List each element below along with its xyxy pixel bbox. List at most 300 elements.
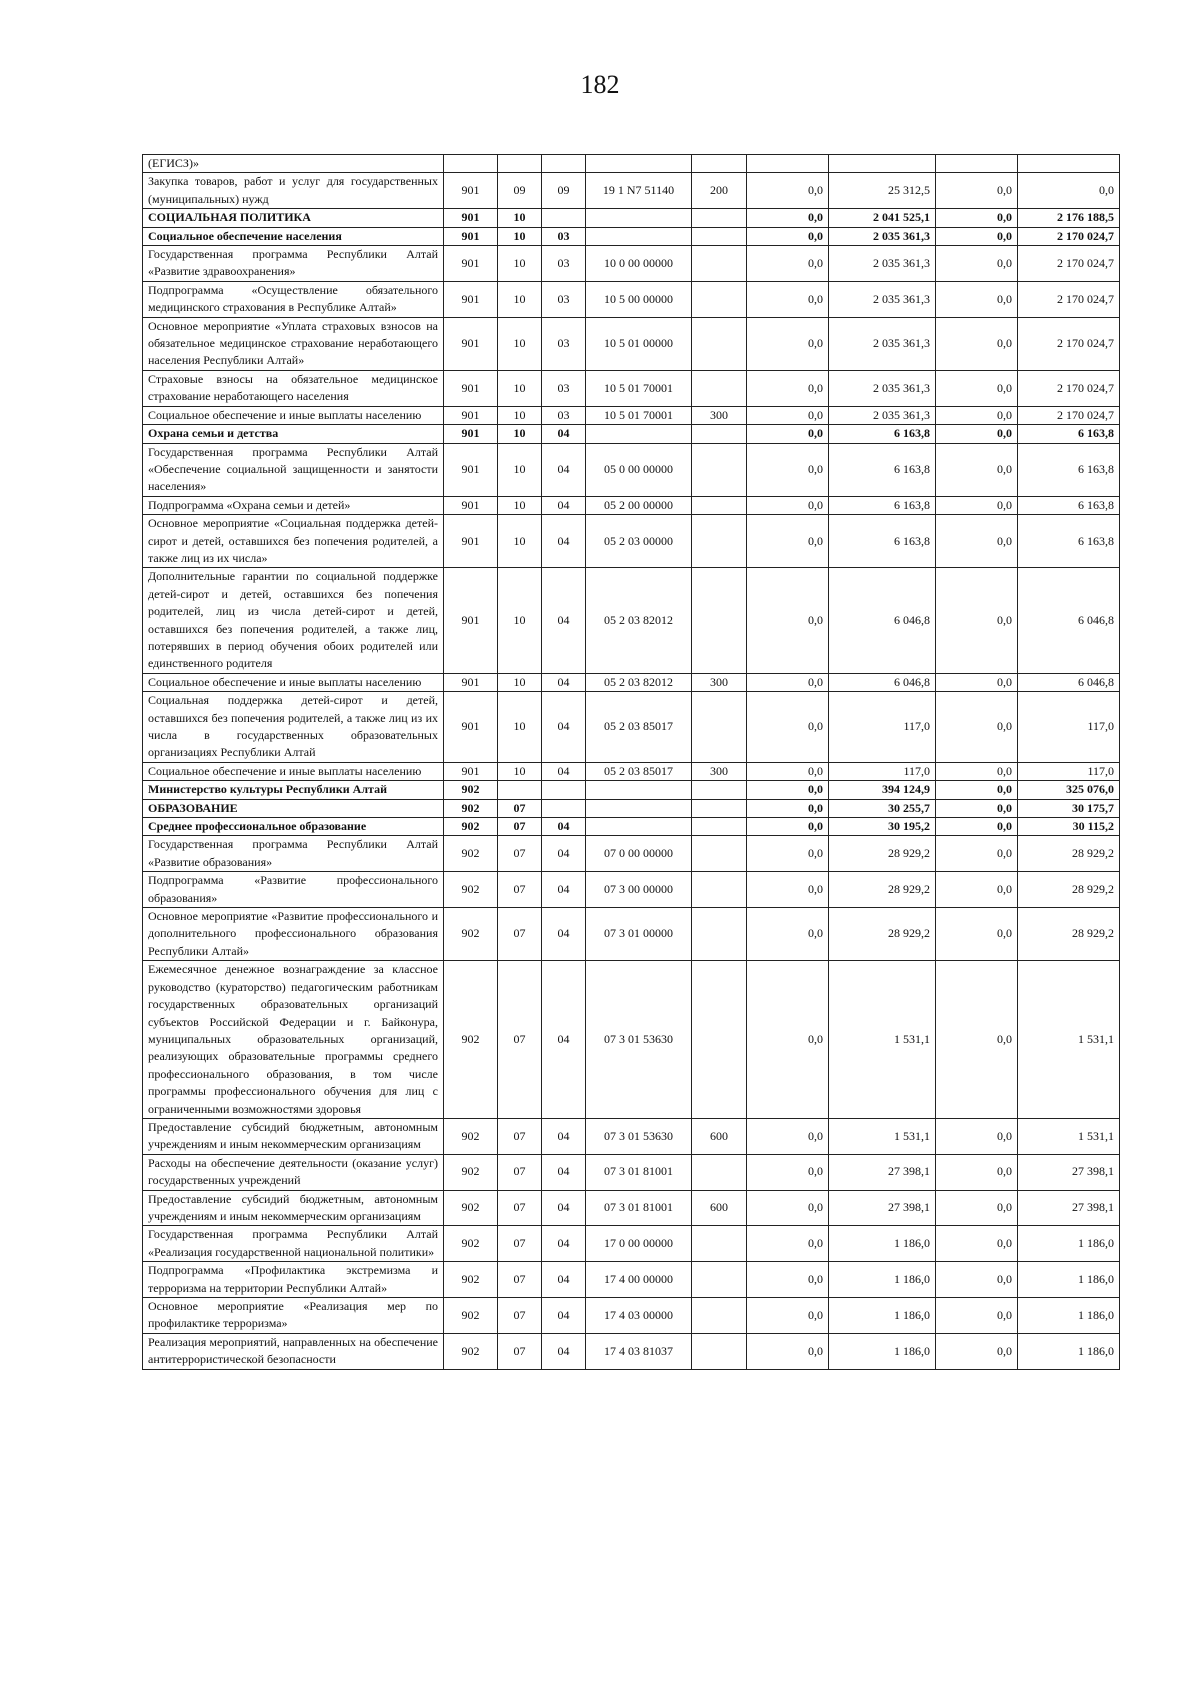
row-name: СОЦИАЛЬНАЯ ПОЛИТИКА [143, 209, 444, 227]
amount-col-4: 6 163,8 [1018, 515, 1120, 568]
amount-col-1: 0,0 [747, 425, 829, 443]
amount-col-1: 0,0 [747, 496, 829, 514]
table-row [143, 762, 1120, 780]
admin-code: 902 [444, 1226, 498, 1262]
amount-col-3: 0,0 [936, 1190, 1018, 1226]
subsection-code: 04 [542, 818, 586, 836]
expense-type-code [692, 872, 747, 908]
section-code: 10 [498, 568, 542, 673]
amount-col-2: 2 035 361,3 [829, 370, 936, 406]
expense-type-code [692, 1154, 747, 1190]
row-name: Основное мероприятие «Развитие профессионального и дополнительного профессионального образования Республики Алтай» [143, 908, 444, 961]
row-name: Закупка товаров, работ и услуг для государственных (муниципальных) нужд [143, 173, 444, 209]
section-code: 07 [498, 908, 542, 961]
amount-col-2: 1 531,1 [829, 1118, 936, 1154]
amount-col-3: 0,0 [936, 836, 1018, 872]
target-article-code: 07 3 01 81001 [586, 1154, 692, 1190]
row-name: Социальная поддержка детей-сирот и детей, оставшихся без попечения родителей, а также лиц из их числа в государственных образовательных организациях Республики Алтай [143, 692, 444, 763]
amount-col-4: 27 398,1 [1018, 1190, 1120, 1226]
admin-code: 901 [444, 227, 498, 245]
expense-type-code: 200 [692, 173, 747, 209]
amount-col-2: 30 195,2 [829, 818, 936, 836]
table-row [143, 781, 1120, 799]
admin-code: 902 [444, 1333, 498, 1369]
amount-col-2: 6 163,8 [829, 515, 936, 568]
amount-col-4: 2 170 024,7 [1018, 281, 1120, 317]
amount-col-2: 2 035 361,3 [829, 317, 936, 370]
expense-type-code: 300 [692, 673, 747, 691]
table-row [143, 370, 1120, 406]
subsection-code: 03 [542, 281, 586, 317]
section-code: 07 [498, 1226, 542, 1262]
subsection-code: 04 [542, 1190, 586, 1226]
expense-type-code [692, 281, 747, 317]
target-article-code: 05 2 00 00000 [586, 496, 692, 514]
table-row [143, 515, 1120, 568]
admin-code: 902 [444, 961, 498, 1119]
page-number: 182 [580, 70, 620, 99]
target-article-code [586, 425, 692, 443]
section-code: 07 [498, 961, 542, 1119]
row-name: Социальное обеспечение и иные выплаты населению [143, 762, 444, 780]
table-row [143, 173, 1120, 209]
expense-type-code [692, 568, 747, 673]
target-article-code: 10 5 01 70001 [586, 370, 692, 406]
expense-type-code [692, 443, 747, 496]
table-row [143, 246, 1120, 282]
admin-code: 902 [444, 818, 498, 836]
amount-col-4: 30 175,7 [1018, 799, 1120, 817]
row-name: Основное мероприятие «Уплата страховых взносов на обязательное медицинское страхование неработающего населения Республики Алтай» [143, 317, 444, 370]
amount-col-4: 1 186,0 [1018, 1298, 1120, 1334]
expense-type-code [692, 836, 747, 872]
amount-col-3: 0,0 [936, 781, 1018, 799]
section-code: 10 [498, 370, 542, 406]
amount-col-1: 0,0 [747, 1262, 829, 1298]
section-code: 10 [498, 515, 542, 568]
amount-col-1: 0,0 [747, 1226, 829, 1262]
table-row [143, 209, 1120, 227]
admin-code: 902 [444, 872, 498, 908]
amount-col-1: 0,0 [747, 799, 829, 817]
amount-col-1: 0,0 [747, 317, 829, 370]
amount-col-1: 0,0 [747, 1298, 829, 1334]
admin-code: 901 [444, 496, 498, 514]
subsection-code: 04 [542, 908, 586, 961]
admin-code: 901 [444, 246, 498, 282]
table-row [143, 799, 1120, 817]
expense-type-code: 300 [692, 762, 747, 780]
subsection-code: 04 [542, 443, 586, 496]
table-row [143, 818, 1120, 836]
subsection-code: 04 [542, 762, 586, 780]
row-name: Министерство культуры Республики Алтай [143, 781, 444, 799]
target-article-code: 17 4 03 00000 [586, 1298, 692, 1334]
amount-col-2: 2 035 361,3 [829, 281, 936, 317]
amount-col-4: 6 163,8 [1018, 443, 1120, 496]
admin-code: 901 [444, 173, 498, 209]
budget-table [142, 154, 1120, 1370]
section-code: 07 [498, 818, 542, 836]
amount-col-1: 0,0 [747, 673, 829, 691]
amount-col-2: 2 035 361,3 [829, 406, 936, 424]
row-name: Среднее профессиональное образование [143, 818, 444, 836]
table-row [143, 908, 1120, 961]
amount-col-2: 1 186,0 [829, 1298, 936, 1334]
table-row [143, 425, 1120, 443]
table-row [143, 1333, 1120, 1369]
amount-col-3: 0,0 [936, 961, 1018, 1119]
row-name: Основное мероприятие «Реализация мер по профилактике терроризма» [143, 1298, 444, 1334]
table-row [143, 1190, 1120, 1226]
admin-code: 901 [444, 425, 498, 443]
target-article-code: 10 5 00 00000 [586, 281, 692, 317]
amount-col-4: 30 115,2 [1018, 818, 1120, 836]
section-code: 07 [498, 836, 542, 872]
amount-col-4: 0,0 [1018, 173, 1120, 209]
amount-col-3: 0,0 [936, 1226, 1018, 1262]
amount-col-4: 117,0 [1018, 692, 1120, 763]
amount-col-2: 2 035 361,3 [829, 227, 936, 245]
amount-col-2: 394 124,9 [829, 781, 936, 799]
expense-type-code [692, 692, 747, 763]
target-article-code: 05 2 03 00000 [586, 515, 692, 568]
amount-col-4 [1018, 155, 1120, 173]
table-row [143, 1118, 1120, 1154]
amount-col-3: 0,0 [936, 1154, 1018, 1190]
expense-type-code [692, 515, 747, 568]
amount-col-2: 1 186,0 [829, 1226, 936, 1262]
admin-code: 901 [444, 692, 498, 763]
target-article-code: 17 4 00 00000 [586, 1262, 692, 1298]
table-row [143, 1154, 1120, 1190]
amount-col-3: 0,0 [936, 818, 1018, 836]
table-row [143, 961, 1120, 1119]
amount-col-4: 2 170 024,7 [1018, 246, 1120, 282]
amount-col-4: 28 929,2 [1018, 908, 1120, 961]
row-name: Государственная программа Республики Алтай «Развитие здравоохранения» [143, 246, 444, 282]
table-row [143, 443, 1120, 496]
expense-type-code [692, 227, 747, 245]
expense-type-code [692, 1333, 747, 1369]
table-row [143, 1262, 1120, 1298]
amount-col-2 [829, 155, 936, 173]
expense-type-code: 300 [692, 406, 747, 424]
target-article-code: 10 5 01 70001 [586, 406, 692, 424]
row-name: ОБРАЗОВАНИЕ [143, 799, 444, 817]
amount-col-3: 0,0 [936, 908, 1018, 961]
row-name: (ЕГИСЗ)» [143, 155, 444, 173]
amount-col-2: 2 035 361,3 [829, 246, 936, 282]
amount-col-3: 0,0 [936, 281, 1018, 317]
subsection-code: 04 [542, 673, 586, 691]
expense-type-code: 600 [692, 1190, 747, 1226]
section-code: 07 [498, 1190, 542, 1226]
target-article-code [586, 155, 692, 173]
admin-code: 901 [444, 370, 498, 406]
target-article-code: 07 3 01 00000 [586, 908, 692, 961]
row-name: Подпрограмма «Осуществление обязательного медицинского страхования в Республике Алтай» [143, 281, 444, 317]
row-name: Государственная программа Республики Алтай «Реализация государственной национальной политики» [143, 1226, 444, 1262]
row-name: Дополнительные гарантии по социальной поддержке детей-сирот и детей, оставшихся без попечения родителей, лиц из числа детей-сирот и детей, оставшихся без попечения родителей, а также лиц, потерявших в период обучения обоих родителей или единственного родителя [143, 568, 444, 673]
row-name: Подпрограмма «Развитие профессионального образования» [143, 872, 444, 908]
amount-col-1: 0,0 [747, 1154, 829, 1190]
amount-col-1: 0,0 [747, 818, 829, 836]
section-code: 07 [498, 1262, 542, 1298]
amount-col-1: 0,0 [747, 961, 829, 1119]
expense-type-code [692, 1262, 747, 1298]
target-article-code: 05 0 00 00000 [586, 443, 692, 496]
amount-col-4: 1 186,0 [1018, 1226, 1120, 1262]
amount-col-2: 1 531,1 [829, 961, 936, 1119]
target-article-code: 10 0 00 00000 [586, 246, 692, 282]
amount-col-3: 0,0 [936, 227, 1018, 245]
section-code: 07 [498, 1298, 542, 1334]
section-code: 09 [498, 173, 542, 209]
row-name: Социальное обеспечение и иные выплаты населению [143, 406, 444, 424]
row-name: Страховые взносы на обязательное медицинское страхование неработающего населения [143, 370, 444, 406]
admin-code: 901 [444, 406, 498, 424]
target-article-code: 05 2 03 82012 [586, 673, 692, 691]
amount-col-3: 0,0 [936, 692, 1018, 763]
table-row [143, 281, 1120, 317]
admin-code: 902 [444, 1154, 498, 1190]
target-article-code: 07 3 01 53630 [586, 1118, 692, 1154]
amount-col-2: 27 398,1 [829, 1190, 936, 1226]
subsection-code: 04 [542, 496, 586, 514]
amount-col-4: 6 046,8 [1018, 568, 1120, 673]
amount-col-2: 30 255,7 [829, 799, 936, 817]
section-code: 10 [498, 673, 542, 691]
section-code: 10 [498, 406, 542, 424]
amount-col-3: 0,0 [936, 443, 1018, 496]
section-code: 10 [498, 425, 542, 443]
section-code: 10 [498, 443, 542, 496]
amount-col-1: 0,0 [747, 568, 829, 673]
admin-code: 902 [444, 781, 498, 799]
amount-col-1: 0,0 [747, 1190, 829, 1226]
amount-col-3: 0,0 [936, 496, 1018, 514]
expense-type-code [692, 908, 747, 961]
admin-code: 901 [444, 209, 498, 227]
row-name: Реализация мероприятий, направленных на обеспечение антитеррористической безопасности [143, 1333, 444, 1369]
amount-col-2: 28 929,2 [829, 908, 936, 961]
section-code [498, 781, 542, 799]
table-row [143, 406, 1120, 424]
subsection-code [542, 155, 586, 173]
amount-col-3: 0,0 [936, 209, 1018, 227]
target-article-code: 19 1 N7 51140 [586, 173, 692, 209]
amount-col-3: 0,0 [936, 515, 1018, 568]
admin-code: 902 [444, 836, 498, 872]
amount-col-1: 0,0 [747, 173, 829, 209]
subsection-code: 04 [542, 1118, 586, 1154]
row-name: Подпрограмма «Охрана семьи и детей» [143, 496, 444, 514]
section-code: 10 [498, 317, 542, 370]
subsection-code [542, 781, 586, 799]
amount-col-4: 1 531,1 [1018, 961, 1120, 1119]
amount-col-3 [936, 155, 1018, 173]
subsection-code: 04 [542, 515, 586, 568]
target-article-code: 07 3 00 00000 [586, 872, 692, 908]
table-row [143, 317, 1120, 370]
amount-col-1: 0,0 [747, 692, 829, 763]
expense-type-code [692, 155, 747, 173]
amount-col-4: 6 163,8 [1018, 425, 1120, 443]
amount-col-3: 0,0 [936, 872, 1018, 908]
amount-col-3: 0,0 [936, 246, 1018, 282]
subsection-code [542, 799, 586, 817]
amount-col-3: 0,0 [936, 173, 1018, 209]
amount-col-3: 0,0 [936, 1298, 1018, 1334]
expense-type-code [692, 799, 747, 817]
admin-code: 902 [444, 1262, 498, 1298]
amount-col-2: 1 186,0 [829, 1333, 936, 1369]
expense-type-code [692, 961, 747, 1119]
amount-col-4: 27 398,1 [1018, 1154, 1120, 1190]
section-code: 07 [498, 1333, 542, 1369]
subsection-code: 04 [542, 1226, 586, 1262]
amount-col-4: 2 170 024,7 [1018, 317, 1120, 370]
table-row [143, 227, 1120, 245]
target-article-code: 07 3 01 53630 [586, 961, 692, 1119]
amount-col-4: 2 170 024,7 [1018, 227, 1120, 245]
section-code: 07 [498, 1118, 542, 1154]
table-row [143, 496, 1120, 514]
subsection-code: 04 [542, 836, 586, 872]
amount-col-1: 0,0 [747, 1333, 829, 1369]
amount-col-4: 2 176 188,5 [1018, 209, 1120, 227]
amount-col-3: 0,0 [936, 370, 1018, 406]
amount-col-1: 0,0 [747, 836, 829, 872]
amount-col-1: 0,0 [747, 781, 829, 799]
row-name: Охрана семьи и детства [143, 425, 444, 443]
expense-type-code [692, 1298, 747, 1334]
amount-col-4: 1 531,1 [1018, 1118, 1120, 1154]
amount-col-2: 27 398,1 [829, 1154, 936, 1190]
section-code: 10 [498, 246, 542, 282]
amount-col-2: 2 041 525,1 [829, 209, 936, 227]
expense-type-code [692, 317, 747, 370]
section-code: 10 [498, 692, 542, 763]
target-article-code: 07 3 01 81001 [586, 1190, 692, 1226]
expense-type-code [692, 1226, 747, 1262]
amount-col-1: 0,0 [747, 443, 829, 496]
subsection-code: 03 [542, 370, 586, 406]
table-row [143, 568, 1120, 673]
admin-code: 902 [444, 1190, 498, 1226]
section-code: 10 [498, 496, 542, 514]
row-name: Ежемесячное денежное вознаграждение за классное руководство (кураторство) педагогическим работникам государственных образовательных организаций субъектов Российской Федерации и г. Байконура, муниципальных образовательных организаций, реализующих образовательные программы среднего профессионального образования, в том числе программы профессионального обучения для лиц с ограниченными возможностями здоровья [143, 961, 444, 1119]
amount-col-4: 28 929,2 [1018, 872, 1120, 908]
amount-col-3: 0,0 [936, 317, 1018, 370]
table-row [143, 673, 1120, 691]
target-article-code: 05 2 03 85017 [586, 692, 692, 763]
section-code: 10 [498, 281, 542, 317]
subsection-code: 04 [542, 1298, 586, 1334]
amount-col-4: 117,0 [1018, 762, 1120, 780]
target-article-code [586, 818, 692, 836]
subsection-code: 04 [542, 568, 586, 673]
amount-col-2: 6 163,8 [829, 496, 936, 514]
expense-type-code [692, 370, 747, 406]
target-article-code [586, 799, 692, 817]
subsection-code: 04 [542, 1333, 586, 1369]
amount-col-1: 0,0 [747, 762, 829, 780]
amount-col-1: 0,0 [747, 406, 829, 424]
target-article-code: 07 0 00 00000 [586, 836, 692, 872]
amount-col-2: 117,0 [829, 692, 936, 763]
table-row [143, 1298, 1120, 1334]
amount-col-4: 325 076,0 [1018, 781, 1120, 799]
admin-code: 902 [444, 799, 498, 817]
section-code: 10 [498, 209, 542, 227]
table-row [143, 1226, 1120, 1262]
amount-col-1: 0,0 [747, 515, 829, 568]
amount-col-3: 0,0 [936, 1262, 1018, 1298]
section-code: 10 [498, 762, 542, 780]
amount-col-1: 0,0 [747, 227, 829, 245]
amount-col-2: 6 163,8 [829, 425, 936, 443]
amount-col-3: 0,0 [936, 568, 1018, 673]
subsection-code: 04 [542, 425, 586, 443]
amount-col-1 [747, 155, 829, 173]
admin-code: 902 [444, 1298, 498, 1334]
subsection-code: 04 [542, 961, 586, 1119]
expense-type-code [692, 781, 747, 799]
expense-type-code [692, 496, 747, 514]
amount-col-4: 28 929,2 [1018, 836, 1120, 872]
row-name: Предоставление субсидий бюджетным, автономным учреждениям и иным некоммерческим организациям [143, 1190, 444, 1226]
amount-col-3: 0,0 [936, 406, 1018, 424]
admin-code: 901 [444, 568, 498, 673]
expense-type-code [692, 209, 747, 227]
admin-code: 902 [444, 1118, 498, 1154]
section-code: 07 [498, 1154, 542, 1190]
row-name: Основное мероприятие «Социальная поддержка детей-сирот и детей, оставшихся без попечения родителей, а также лиц из их числа» [143, 515, 444, 568]
amount-col-2: 1 186,0 [829, 1262, 936, 1298]
target-article-code: 05 2 03 85017 [586, 762, 692, 780]
admin-code: 901 [444, 443, 498, 496]
table-body [143, 155, 1120, 1370]
amount-col-4: 2 170 024,7 [1018, 370, 1120, 406]
expense-type-code: 600 [692, 1118, 747, 1154]
subsection-code: 04 [542, 1262, 586, 1298]
admin-code: 901 [444, 281, 498, 317]
row-name: Подпрограмма «Профилактика экстремизма и терроризма на территории Республики Алтай» [143, 1262, 444, 1298]
amount-col-3: 0,0 [936, 1333, 1018, 1369]
subsection-code: 03 [542, 227, 586, 245]
amount-col-2: 6 046,8 [829, 568, 936, 673]
section-code [498, 155, 542, 173]
amount-col-2: 117,0 [829, 762, 936, 780]
row-name: Социальное обеспечение населения [143, 227, 444, 245]
row-name: Государственная программа Республики Алтай «Обеспечение социальной защищенности и занятости населения» [143, 443, 444, 496]
table-row [143, 692, 1120, 763]
subsection-code: 03 [542, 406, 586, 424]
amount-col-3: 0,0 [936, 425, 1018, 443]
admin-code: 902 [444, 908, 498, 961]
target-article-code: 10 5 01 00000 [586, 317, 692, 370]
row-name: Социальное обеспечение и иные выплаты населению [143, 673, 444, 691]
row-name: Предоставление субсидий бюджетным, автономным учреждениям и иным некоммерческим организациям [143, 1118, 444, 1154]
section-code: 07 [498, 872, 542, 908]
table-row [143, 155, 1120, 173]
expense-type-code [692, 246, 747, 282]
amount-col-3: 0,0 [936, 673, 1018, 691]
amount-col-4: 2 170 024,7 [1018, 406, 1120, 424]
amount-col-3: 0,0 [936, 762, 1018, 780]
